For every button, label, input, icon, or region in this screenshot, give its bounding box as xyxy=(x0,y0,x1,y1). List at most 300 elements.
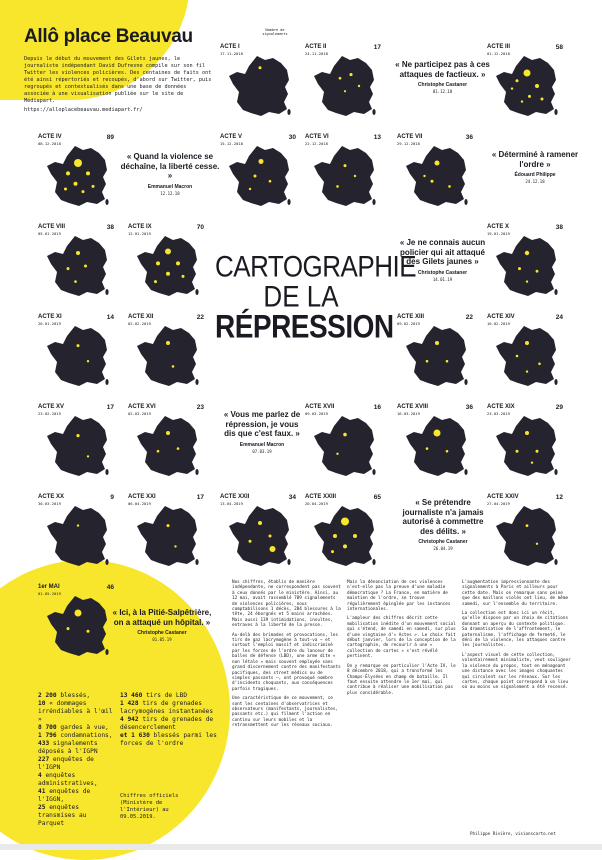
corsica-outline xyxy=(554,559,557,565)
report-dot xyxy=(269,535,272,538)
report-dot xyxy=(336,453,338,455)
report-dot xyxy=(426,360,429,363)
quote-text: « Je ne connais aucun policier qui ait attaqué des Gilets jaunes » xyxy=(399,238,486,266)
quote-text: « Déterminé à ramener l'ordre » xyxy=(491,150,579,169)
map-cell xyxy=(38,584,116,662)
report-count: 23 xyxy=(196,404,204,411)
map-cell xyxy=(38,494,116,572)
stat-label: tirs de LBD xyxy=(146,692,188,699)
stat-label: gardes à vue, xyxy=(60,724,109,731)
map-cell xyxy=(128,224,206,302)
map-cell xyxy=(128,494,206,572)
quote xyxy=(490,150,580,184)
act-date: 26.01.2019 xyxy=(38,321,61,326)
act-label: ACTE VIII xyxy=(38,224,66,230)
report-dot xyxy=(525,341,529,345)
stat-row xyxy=(120,700,240,716)
corsica-outline xyxy=(554,469,557,475)
france-map xyxy=(493,414,559,478)
map-cell xyxy=(38,224,116,302)
report-dot xyxy=(516,79,519,82)
report-dot xyxy=(67,267,70,270)
stat-number: et 1 630 xyxy=(120,732,154,739)
quote-author: Emmanuel Macron xyxy=(239,441,285,448)
article-paragraph: Au-delà des brimades et provocations, les tirs de gaz lacrymogène à tout-va – et surtout l'emploi massif et indiscriminé par les forces de l'ordre du lanceur de balles de défense (LBD), une arme dite « non létale » mais souvent employée sans grand discernement contre des manifestants pacifiques, des street médics ou de simples passants –, ont provoqué nombre d'incidents choquants, aux conséquences parfois tragiques. xyxy=(232,632,341,692)
france-outline xyxy=(137,506,197,566)
report-dot xyxy=(249,188,251,190)
report-dot xyxy=(66,171,70,175)
report-dot xyxy=(516,450,519,453)
france-outline xyxy=(496,56,556,116)
act-label: ACTE XXIV xyxy=(487,494,519,500)
report-dot xyxy=(86,171,90,175)
report-dot xyxy=(166,272,170,276)
stat-number: 4 xyxy=(38,772,46,779)
report-dot xyxy=(536,543,538,545)
quote-date: 14.01.19 xyxy=(432,276,453,282)
act-label: ACTE III xyxy=(487,44,511,50)
france-map xyxy=(403,414,469,478)
france-map xyxy=(44,504,110,568)
map-cell xyxy=(487,44,565,122)
intro-url[interactable]: https://alloplacebeauvau.mediapart.fr/ xyxy=(24,107,143,113)
quote xyxy=(395,60,490,94)
article-paragraph: Nos chiffres, établis de manière indépendante, ne correspondent pas souvent à ceux donnés par le ministère. Ainsi, au 12 mai, avait rassemblé 789 signalements de violences policières, nous comptabilisons 1 décès, 284 blessures à la tête, 24 éborgnés et 5 mains arrachées. Mais aussi 139 intimidations, insultes, entraves à la liberté de la presse. xyxy=(232,580,341,629)
stat-label: blessés, xyxy=(60,692,91,699)
signature: Philippe Rivière, visionscarto.net xyxy=(470,831,556,836)
france-map xyxy=(311,144,377,208)
report-dot xyxy=(446,360,449,363)
act-label: ACTE XVII xyxy=(305,404,335,410)
quote-author: Christophe Castaner xyxy=(417,269,468,276)
title-line-2: DE LA xyxy=(263,278,339,314)
report-count: 13 xyxy=(373,134,381,141)
report-dot xyxy=(76,434,79,437)
report-count: 36 xyxy=(465,134,473,141)
corsica-outline xyxy=(372,469,375,475)
report-dot xyxy=(269,180,272,183)
act-label: ACTE IV xyxy=(38,134,62,140)
act-date: 09.02.2019 xyxy=(397,321,420,326)
stat-row xyxy=(120,692,240,700)
quote-date: 26.04.19 xyxy=(433,546,453,551)
france-map xyxy=(493,234,559,298)
map-cell xyxy=(305,44,383,122)
report-count: 17 xyxy=(196,494,204,501)
france-outline xyxy=(406,146,466,206)
map-cell xyxy=(397,404,475,482)
stat-number: 227 xyxy=(38,756,53,763)
report-dot xyxy=(339,77,342,80)
map-cell xyxy=(487,224,565,302)
corsica-outline xyxy=(464,469,467,475)
act-date: 23.03.2019 xyxy=(487,411,510,416)
act-label: ACTE V xyxy=(220,134,243,140)
map-cell xyxy=(220,494,298,572)
report-dot xyxy=(516,355,519,358)
act-date: 16.02.2019 xyxy=(487,321,510,326)
corsica-outline xyxy=(372,559,375,565)
article-paragraph: L'aspect visuel de cette collection, volontairement minimaliste, veut souligner la violence du propos, tout en ménageant une distance avec les images choquantes qui circulent sur les réseaux. Sur les cartes, chaque point correspond à un lieu où au moins un signalement a été recensé. xyxy=(462,652,571,691)
report-dot xyxy=(87,360,89,362)
act-label: ACTE X xyxy=(487,224,510,230)
stat-number: 1 796 xyxy=(38,732,61,739)
report-dot xyxy=(176,261,180,265)
quote-date: 12.12.18 xyxy=(160,190,180,196)
france-outline xyxy=(229,56,289,116)
quote-author: Édouard Philippe xyxy=(514,172,556,178)
report-dot xyxy=(528,95,531,98)
report-dot xyxy=(434,430,441,437)
france-outline xyxy=(47,236,107,296)
france-outline xyxy=(47,326,107,386)
france-outline xyxy=(137,326,197,386)
stat-row xyxy=(38,732,116,740)
report-dot xyxy=(525,431,529,435)
corsica-outline xyxy=(105,649,108,655)
act-label: ACTE XX xyxy=(38,494,65,500)
article-paragraph: Une caractéristique de ce mouvement, ce sont les centaines d'observatrices et observateurs (manifestants, journalistes, passants etc.) qui filment l'action en continu sur leurs mobiles et la retransmettent sur les réseaux sociaux. xyxy=(232,696,339,729)
stat-label: condamnations, xyxy=(60,732,113,739)
report-dot xyxy=(75,610,82,617)
map-cell xyxy=(220,134,298,212)
report-dot xyxy=(511,87,513,89)
quote-text: « Quand la violence se déchaîne, la liberté cesse. » xyxy=(120,152,220,180)
france-map xyxy=(134,324,200,388)
stat-row xyxy=(38,756,116,772)
france-outline xyxy=(314,146,374,206)
france-map xyxy=(226,144,292,208)
corsica-outline xyxy=(195,559,198,565)
report-dot xyxy=(541,98,544,101)
stat-row xyxy=(38,724,116,732)
corsica-outline xyxy=(554,289,557,295)
report-dot xyxy=(331,550,334,553)
act-date: 29.12.2018 xyxy=(397,141,420,146)
corsica-outline xyxy=(105,379,108,385)
report-count: 36 xyxy=(465,404,473,411)
report-dot xyxy=(259,66,262,69)
quote xyxy=(398,498,488,551)
report-count: 12 xyxy=(555,494,563,501)
act-label: ACTE XV xyxy=(38,404,65,410)
report-dot xyxy=(154,280,157,283)
article-column xyxy=(347,580,457,700)
report-dot xyxy=(426,447,429,450)
corsica-outline xyxy=(287,559,290,565)
act-date: 05.01.2019 xyxy=(38,231,61,236)
france-map xyxy=(134,504,200,568)
act-label: ACTE XIII xyxy=(397,314,425,320)
corsica-outline xyxy=(287,199,290,205)
report-dot xyxy=(333,534,337,538)
report-dot xyxy=(156,261,160,265)
map-cell xyxy=(397,134,475,212)
france-map xyxy=(311,414,377,478)
title-line-1: CARTOGRAPHIE xyxy=(215,248,417,284)
intro-text: Depuis le début du mouvement des Gilets jaunes, le journaliste indépendant David Dufresne compile sur son fil Twitter les violences policières. Des centaines de faits ont été ainsi répertoriés et recoupés, d'abord sur Twitter, puis regroupés et contextualisés dans une base de données associée à une visualisation publiée sur le site de Médiapart. xyxy=(24,56,212,104)
act-label: ACTE XIX xyxy=(487,404,515,410)
act-date: 15.12.2018 xyxy=(220,141,243,146)
report-dot xyxy=(431,180,434,183)
map-cell xyxy=(38,404,116,482)
france-map xyxy=(311,54,377,118)
act-date: 27.04.2019 xyxy=(487,501,510,506)
map-cell xyxy=(305,494,383,572)
report-count: 58 xyxy=(555,44,563,51)
stat-number: 13 460 xyxy=(120,692,147,699)
report-dot xyxy=(435,161,440,166)
france-outline xyxy=(496,236,556,296)
report-dot xyxy=(536,450,539,453)
stat-label: enquêtes de l'IGGN, xyxy=(38,788,91,803)
map-cell xyxy=(128,404,206,482)
france-map xyxy=(44,144,110,208)
report-dot xyxy=(538,363,541,366)
stats-left xyxy=(38,692,116,828)
report-dot xyxy=(526,524,529,527)
quote-author: Christophe Castaner xyxy=(418,539,468,545)
stat-label: enquêtes de l'IGPN xyxy=(38,756,94,771)
stat-label: enquêtes administratives, xyxy=(38,772,98,787)
france-outline xyxy=(496,416,556,476)
report-dot xyxy=(74,280,77,283)
stat-row xyxy=(38,788,116,804)
map-cell xyxy=(397,314,475,392)
stat-row xyxy=(120,732,240,748)
act-label: ACTE XIV xyxy=(487,314,515,320)
act-label: ACTE XVIII xyxy=(397,404,429,410)
report-dot xyxy=(172,365,175,368)
quote xyxy=(395,238,490,282)
article-column xyxy=(232,580,342,733)
act-date: 20.04.2019 xyxy=(305,501,328,506)
france-outline xyxy=(314,56,374,116)
corsica-outline xyxy=(554,109,557,115)
quote-author: Christophe Castaner xyxy=(417,82,468,88)
report-dot xyxy=(84,265,87,268)
act-date: 06.04.2019 xyxy=(128,501,151,506)
report-dot xyxy=(526,370,528,372)
report-dot xyxy=(344,164,347,167)
stat-row xyxy=(38,772,116,788)
corsica-outline xyxy=(554,379,557,385)
act-date: 30.03.2019 xyxy=(38,501,61,506)
report-count: 17 xyxy=(373,44,381,51)
act-date: 19.01.2019 xyxy=(487,231,510,236)
corsica-outline xyxy=(372,109,375,115)
map-cell xyxy=(38,134,116,212)
report-dot xyxy=(67,627,70,630)
stat-number: 433 xyxy=(38,740,53,747)
quote-text: « Se prétendre journaliste n'a jamais autorisé à commettre des délits. » xyxy=(402,498,484,536)
report-dot xyxy=(448,185,451,188)
report-dot xyxy=(87,455,89,457)
stat-number: 25 xyxy=(38,804,50,811)
act-date: 09.03.2019 xyxy=(305,411,328,416)
report-count: 17 xyxy=(106,404,114,411)
stat-number: 10 xyxy=(38,700,50,707)
stat-number: 41 xyxy=(38,788,50,795)
report-dot xyxy=(343,433,347,437)
stat-label: signalements déposés à l'IGPN xyxy=(38,740,98,755)
article-paragraph: L'augmentation impressionnante des signalements à Paris et ailleurs pour cette date. Mais on remarque sans peine que des maillons violés ont lieu, de même samedi, sur l'ensemble du territoire. xyxy=(462,580,569,607)
act-date: 12.01.2019 xyxy=(128,231,151,236)
report-dot xyxy=(249,540,252,543)
report-dot xyxy=(166,341,170,345)
report-count: 30 xyxy=(288,134,296,141)
corsica-outline xyxy=(372,199,375,205)
report-count: 89 xyxy=(106,134,114,141)
map-cell xyxy=(305,404,383,482)
intro-block xyxy=(24,26,214,113)
report-count: 14 xyxy=(106,314,114,321)
france-outline xyxy=(496,506,556,566)
title-line-3: RÉPRESSION xyxy=(215,308,394,345)
france-map xyxy=(134,414,200,478)
france-map xyxy=(44,234,110,298)
quote-date: 01.05.19 xyxy=(152,637,172,642)
report-dot xyxy=(87,630,90,633)
stat-number: 2 200 xyxy=(38,692,61,699)
report-count: 70 xyxy=(196,224,204,231)
act-date: 01.05.2019 xyxy=(38,591,61,596)
source-note: Chiffres officiels (Ministère de l'Intérieur) au 09.05.2019. xyxy=(120,793,179,820)
act-date: 08.12.2018 xyxy=(38,141,61,146)
map-cell xyxy=(487,494,565,572)
report-dot xyxy=(174,545,176,547)
report-count: 46 xyxy=(106,584,114,591)
report-dot xyxy=(92,185,95,188)
report-dot xyxy=(165,248,171,254)
stat-row xyxy=(120,716,240,732)
report-dot xyxy=(76,251,80,255)
report-dot xyxy=(358,85,360,87)
france-map xyxy=(44,594,110,658)
article-column xyxy=(462,580,572,695)
act-label: ACTE XXII xyxy=(220,494,250,500)
report-dot xyxy=(270,546,276,552)
report-count: 34 xyxy=(288,494,296,501)
report-count: 29 xyxy=(555,404,563,411)
act-label: ACTE I xyxy=(220,44,240,50)
act-label: ACTE VI xyxy=(305,134,329,140)
report-dot xyxy=(344,90,346,92)
act-date: 22.12.2018 xyxy=(305,141,328,146)
act-date: 02.03.2019 xyxy=(128,411,151,416)
corsica-outline xyxy=(105,559,108,565)
report-count: 65 xyxy=(373,494,381,501)
article-paragraph: On y remarque en particulier l'Acte IV, le 8 décembre 2018, qui a transformé les Champs-Élysées en champ de bataille. Il faut ensuite attendre le 1er mai, qui contribue à réaliser une mobilisation pas plus considérable. xyxy=(347,663,456,696)
report-dot xyxy=(182,275,185,278)
france-outline xyxy=(229,146,289,206)
corsica-outline xyxy=(195,379,198,385)
stat-label: tirs de grenades lacrymogènes instantanées xyxy=(120,700,214,715)
stat-label: tirs de grenades de désencerclement xyxy=(120,716,214,731)
corsica-outline xyxy=(464,379,467,385)
france-outline xyxy=(406,326,466,386)
corsica-outline xyxy=(287,109,290,115)
report-dot xyxy=(177,447,180,450)
article-paragraph: L'ampleur des chiffres décrit cette mobilisation inédite d'un mouvement social qui s'étend, de samedi en samedi, sur plus d'une vingtaine d'« Actes ». Le choix fait début janvier, lors de la conception de la cartographie, de recourir à une « collection de cartes » s'est révélé pertinent. xyxy=(347,616,456,660)
france-map xyxy=(403,324,469,388)
corsica-outline xyxy=(105,469,108,475)
quote xyxy=(120,152,220,196)
act-date: 01.12.2018 xyxy=(487,51,510,56)
report-count: 22 xyxy=(196,314,204,321)
quote-text: « Ici, à la Pitié-Salpêtrière, on a attaqué un hôpital. » xyxy=(112,608,212,627)
france-outline xyxy=(47,146,107,206)
france-outline xyxy=(314,416,374,476)
report-dot xyxy=(258,521,262,525)
article-paragraph: La collection est donc ici un récit, qu'elle dispose par un choix de citations donnant un aperçu du contexte politique. Sa dramatisation de l'affrontement, le paternalisme, l'affichage de fermeté, le déni de la violence, les attaques contre les journalistes. xyxy=(462,611,569,649)
corsica-outline xyxy=(105,199,108,205)
france-outline xyxy=(137,416,197,476)
act-date: 16.03.2019 xyxy=(397,411,420,416)
quote-text: « Ne participez pas à ces attaques de factieux. » xyxy=(395,60,490,79)
report-dot xyxy=(521,100,523,102)
act-label: ACTE XII xyxy=(128,314,154,320)
report-dot xyxy=(446,450,449,453)
quote-date: 07.03.19 xyxy=(252,448,272,454)
report-dot xyxy=(535,84,539,88)
report-count: 24 xyxy=(555,314,563,321)
report-dot xyxy=(525,251,529,255)
report-dot xyxy=(77,524,79,526)
france-outline xyxy=(47,506,107,566)
report-dot xyxy=(343,544,347,548)
act-label: ACTE XXIII xyxy=(305,494,337,500)
report-dot xyxy=(74,159,82,167)
report-count: 38 xyxy=(555,224,563,231)
report-dot xyxy=(349,73,352,76)
stat-number: 1 428 xyxy=(120,700,143,707)
report-dot xyxy=(64,188,67,191)
france-outline xyxy=(47,416,107,476)
map-cell xyxy=(38,314,116,392)
stat-number: 8 700 xyxy=(38,724,61,731)
act-label: ACTE II xyxy=(305,44,327,50)
corsica-outline xyxy=(195,469,198,475)
report-dot xyxy=(518,267,521,270)
report-count: 9 xyxy=(110,494,114,501)
act-label: ACTE XVI xyxy=(128,404,156,410)
report-dot xyxy=(254,175,257,178)
corsica-outline xyxy=(464,199,467,205)
france-outline xyxy=(406,416,466,476)
report-dot xyxy=(336,185,339,188)
article-paragraph: Mais la dénonciation de ces violences n'est-elle pas la preuve d'une maladie démocratique ? La France, en matière de maintien de l'ordre, se trouve régulièrement épinglée par les instances internationales. xyxy=(347,580,451,613)
france-outline xyxy=(496,326,556,386)
report-count: 22 xyxy=(465,314,473,321)
france-outline xyxy=(137,236,197,296)
report-dot xyxy=(353,534,357,538)
stat-label: « dommages irréndiables à l'œil » xyxy=(38,700,113,723)
quote xyxy=(222,410,302,454)
act-label: ACTE VII xyxy=(397,134,423,140)
stat-row xyxy=(38,700,116,724)
report-dot xyxy=(526,280,528,282)
act-date: 02.02.2019 xyxy=(128,321,151,326)
quote-text: « Vous me parlez de répression, je vous dis que c'est faux. » xyxy=(223,410,301,438)
france-map xyxy=(226,504,292,568)
act-date: 17.11.2018 xyxy=(220,51,243,56)
quote-author: Christophe Castaner xyxy=(137,630,187,636)
france-map xyxy=(44,324,110,388)
france-outline xyxy=(47,596,107,656)
france-map xyxy=(493,54,559,118)
map-cell xyxy=(305,134,383,212)
